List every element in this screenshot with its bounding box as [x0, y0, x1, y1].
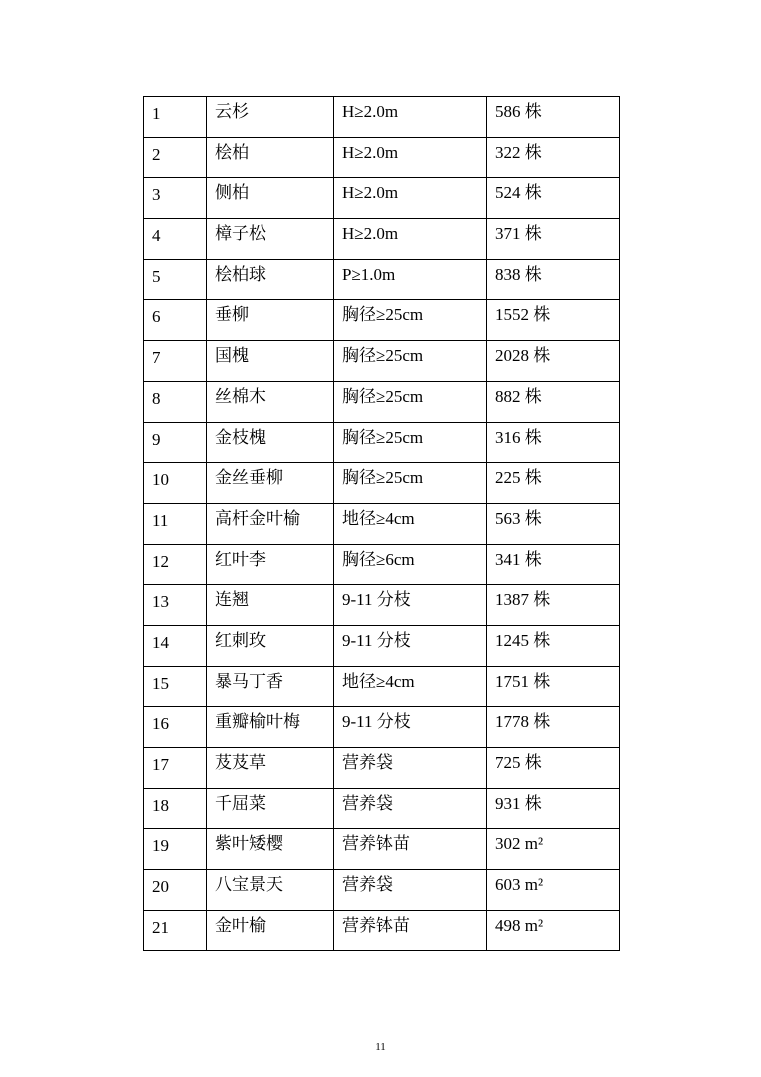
row-number-text: 9 — [152, 429, 161, 449]
row-number-cell — [144, 137, 207, 178]
table-row — [144, 219, 620, 260]
plant-name-text: 金枝槐 — [215, 427, 266, 447]
plant-spec-text: H≥2.0m — [342, 142, 399, 162]
plant-name-cell — [207, 910, 334, 951]
plant-spec-cell — [334, 503, 487, 544]
plant-name-cell — [207, 178, 334, 219]
plant-spec-cell — [334, 666, 487, 707]
plant-name-text: 金丝垂柳 — [215, 468, 283, 488]
plant-name-text: 红刺玫 — [215, 630, 266, 650]
plant-spec-cell — [334, 788, 487, 829]
plant-quantity-text: 931 株 — [495, 793, 542, 813]
plant-spec-cell — [334, 178, 487, 219]
row-number-cell — [144, 748, 207, 789]
plant-spec-text: 9-11 分枝 — [342, 630, 411, 650]
table-row — [144, 97, 620, 138]
row-number-text: 4 — [152, 226, 161, 246]
plant-name-text: 云杉 — [215, 102, 249, 121]
plant-name-text: 连翘 — [215, 590, 249, 610]
plant-quantity-text: 563 株 — [495, 508, 542, 528]
table-row — [144, 748, 620, 789]
plant-quantity-cell — [487, 97, 620, 138]
plant-spec-text: 胸径≥25cm — [342, 305, 424, 325]
plant-quantity-text: 838 株 — [495, 264, 542, 284]
plant-spec-cell — [334, 422, 487, 463]
plant-table-body — [144, 97, 620, 951]
plant-quantity-text: 524 株 — [495, 183, 542, 203]
row-number-text: 10 — [152, 470, 169, 490]
table-row — [144, 544, 620, 585]
plant-spec-cell — [334, 219, 487, 260]
plant-name-text: 樟子松 — [215, 224, 266, 244]
row-number-cell — [144, 625, 207, 666]
plant-quantity-text: 316 株 — [495, 427, 542, 447]
table-row — [144, 259, 620, 300]
plant-quantity-cell — [487, 625, 620, 666]
plant-quantity-text: 1245 株 — [495, 630, 551, 650]
plant-quantity-text: 586 株 — [495, 102, 542, 121]
plant-name-text: 暴马丁香 — [215, 671, 283, 691]
page-number: 11 — [375, 1041, 386, 1053]
plant-spec-cell — [334, 463, 487, 504]
row-number-cell — [144, 422, 207, 463]
table-row — [144, 341, 620, 382]
row-number-cell — [144, 259, 207, 300]
row-number-cell — [144, 829, 207, 870]
row-number-text: 7 — [152, 348, 161, 368]
plant-name-cell — [207, 463, 334, 504]
plant-spec-cell — [334, 544, 487, 585]
row-number-text: 20 — [152, 877, 169, 897]
plant-spec-text: 营养袋 — [342, 793, 393, 813]
plant-spec-cell — [334, 341, 487, 382]
plant-name-text: 高杆金叶榆 — [215, 508, 300, 528]
row-number-cell — [144, 463, 207, 504]
plant-spec-cell — [334, 381, 487, 422]
plant-inventory-table — [143, 96, 620, 951]
plant-name-cell — [207, 381, 334, 422]
plant-quantity-text: 1387 株 — [495, 590, 551, 610]
plant-name-cell — [207, 137, 334, 178]
plant-spec-cell — [334, 137, 487, 178]
plant-spec-cell — [334, 585, 487, 626]
row-number-cell — [144, 503, 207, 544]
table-row — [144, 422, 620, 463]
plant-name-cell — [207, 503, 334, 544]
row-number-text: 2 — [152, 144, 161, 164]
table-row — [144, 666, 620, 707]
plant-spec-text: 胸径≥25cm — [342, 427, 424, 447]
plant-quantity-cell — [487, 585, 620, 626]
plant-name-cell — [207, 544, 334, 585]
plant-quantity-cell — [487, 300, 620, 341]
plant-quantity-cell — [487, 788, 620, 829]
table-row — [144, 788, 620, 829]
plant-quantity-cell — [487, 341, 620, 382]
row-number-text: 14 — [152, 632, 169, 652]
plant-spec-text: H≥2.0m — [342, 102, 399, 121]
plant-spec-text: 9-11 分枝 — [342, 712, 411, 732]
plant-quantity-cell — [487, 463, 620, 504]
row-number-text: 3 — [152, 185, 161, 205]
row-number-cell — [144, 219, 207, 260]
row-number-text: 18 — [152, 795, 169, 815]
plant-spec-text: H≥2.0m — [342, 224, 399, 244]
plant-spec-text: 营养钵苗 — [342, 834, 410, 854]
plant-name-cell — [207, 870, 334, 911]
plant-name-text: 八宝景天 — [215, 875, 283, 895]
plant-quantity-cell — [487, 748, 620, 789]
plant-spec-cell — [334, 259, 487, 300]
plant-spec-cell — [334, 748, 487, 789]
row-number-cell — [144, 666, 207, 707]
table-row — [144, 137, 620, 178]
plant-quantity-cell — [487, 829, 620, 870]
plant-quantity-cell — [487, 422, 620, 463]
row-number-text: 19 — [152, 836, 169, 856]
plant-quantity-text: 302 m² — [495, 834, 544, 854]
plant-quantity-text: 1778 株 — [495, 712, 551, 732]
plant-name-cell — [207, 259, 334, 300]
table-row — [144, 625, 620, 666]
plant-quantity-text: 322 株 — [495, 142, 542, 162]
plant-quantity-text: 371 株 — [495, 224, 542, 244]
plant-name-cell — [207, 707, 334, 748]
row-number-text: 15 — [152, 673, 169, 693]
row-number-cell — [144, 544, 207, 585]
plant-spec-text: 胸径≥6cm — [342, 549, 415, 569]
plant-spec-cell — [334, 870, 487, 911]
table-row — [144, 829, 620, 870]
row-number-text: 21 — [152, 917, 169, 937]
plant-name-text: 重瓣榆叶梅 — [215, 712, 300, 732]
table-row — [144, 910, 620, 951]
row-number-cell — [144, 341, 207, 382]
plant-quantity-text: 1751 株 — [495, 671, 551, 691]
plant-name-cell — [207, 341, 334, 382]
row-number-cell — [144, 585, 207, 626]
plant-name-text: 芨芨草 — [215, 753, 266, 772]
plant-spec-cell — [334, 625, 487, 666]
plant-name-text: 丝棉木 — [215, 386, 266, 406]
table-row — [144, 503, 620, 544]
row-number-text: 17 — [152, 755, 169, 774]
plant-name-cell — [207, 585, 334, 626]
plant-spec-text: 地径≥4cm — [342, 508, 415, 528]
table-row — [144, 300, 620, 341]
plant-spec-cell — [334, 707, 487, 748]
plant-name-cell — [207, 666, 334, 707]
plant-name-text: 侧柏 — [215, 183, 249, 203]
plant-name-cell — [207, 748, 334, 789]
plant-spec-text: 营养钵苗 — [342, 915, 410, 935]
plant-spec-text: 胸径≥25cm — [342, 386, 424, 406]
row-number-text: 6 — [152, 307, 161, 327]
plant-spec-text: 营养袋 — [342, 875, 393, 895]
plant-quantity-cell — [487, 503, 620, 544]
row-number-cell — [144, 178, 207, 219]
plant-name-cell — [207, 788, 334, 829]
plant-quantity-cell — [487, 707, 620, 748]
plant-spec-text: H≥2.0m — [342, 183, 399, 203]
plant-quantity-text: 1552 株 — [495, 305, 551, 325]
row-number-cell — [144, 910, 207, 951]
plant-name-text: 桧柏球 — [215, 264, 266, 284]
row-number-text: 5 — [152, 266, 161, 286]
plant-name-cell — [207, 625, 334, 666]
plant-name-text: 国槐 — [215, 346, 249, 366]
plant-spec-cell — [334, 910, 487, 951]
table-row — [144, 178, 620, 219]
row-number-text: 1 — [152, 104, 161, 123]
table-row — [144, 870, 620, 911]
plant-quantity-cell — [487, 219, 620, 260]
plant-spec-text: 胸径≥25cm — [342, 346, 424, 366]
table-row — [144, 463, 620, 504]
row-number-text: 11 — [152, 510, 169, 530]
row-number-cell — [144, 381, 207, 422]
plant-quantity-cell — [487, 259, 620, 300]
plant-name-text: 千屈菜 — [215, 793, 266, 813]
plant-name-cell — [207, 97, 334, 138]
plant-name-cell — [207, 300, 334, 341]
plant-spec-text: 地径≥4cm — [342, 671, 415, 691]
plant-spec-text: 胸径≥25cm — [342, 468, 424, 488]
plant-name-cell — [207, 829, 334, 870]
plant-spec-text: 9-11 分枝 — [342, 590, 411, 610]
table-row — [144, 707, 620, 748]
row-number-text: 13 — [152, 592, 169, 612]
row-number-cell — [144, 97, 207, 138]
plant-quantity-cell — [487, 544, 620, 585]
plant-name-text: 桧柏 — [215, 142, 249, 162]
row-number-text: 8 — [152, 388, 161, 408]
table-row — [144, 585, 620, 626]
plant-quantity-cell — [487, 137, 620, 178]
plant-quantity-text: 341 株 — [495, 549, 542, 569]
plant-spec-cell — [334, 829, 487, 870]
plant-spec-text: 营养袋 — [342, 753, 393, 772]
plant-spec-text: P≥1.0m — [342, 264, 396, 284]
plant-quantity-text: 2028 株 — [495, 346, 551, 366]
plant-quantity-cell — [487, 870, 620, 911]
plant-quantity-text: 498 m² — [495, 915, 544, 935]
row-number-cell — [144, 300, 207, 341]
row-number-cell — [144, 788, 207, 829]
plant-spec-cell — [334, 97, 487, 138]
plant-name-text: 紫叶矮樱 — [215, 834, 283, 854]
plant-quantity-text: 225 株 — [495, 468, 542, 488]
plant-quantity-text: 725 株 — [495, 753, 542, 772]
table-row — [144, 381, 620, 422]
row-number-cell — [144, 707, 207, 748]
plant-quantity-cell — [487, 178, 620, 219]
plant-quantity-cell — [487, 910, 620, 951]
plant-name-text: 垂柳 — [215, 305, 249, 325]
plant-quantity-text: 603 m² — [495, 875, 544, 895]
plant-spec-cell — [334, 300, 487, 341]
plant-quantity-text: 882 株 — [495, 386, 542, 406]
row-number-text: 16 — [152, 714, 169, 734]
plant-quantity-cell — [487, 666, 620, 707]
plant-name-text: 红叶李 — [215, 549, 266, 569]
row-number-cell — [144, 870, 207, 911]
plant-name-cell — [207, 219, 334, 260]
plant-name-text: 金叶榆 — [215, 915, 266, 935]
plant-name-cell — [207, 422, 334, 463]
plant-quantity-cell — [487, 381, 620, 422]
row-number-text: 12 — [152, 551, 169, 571]
